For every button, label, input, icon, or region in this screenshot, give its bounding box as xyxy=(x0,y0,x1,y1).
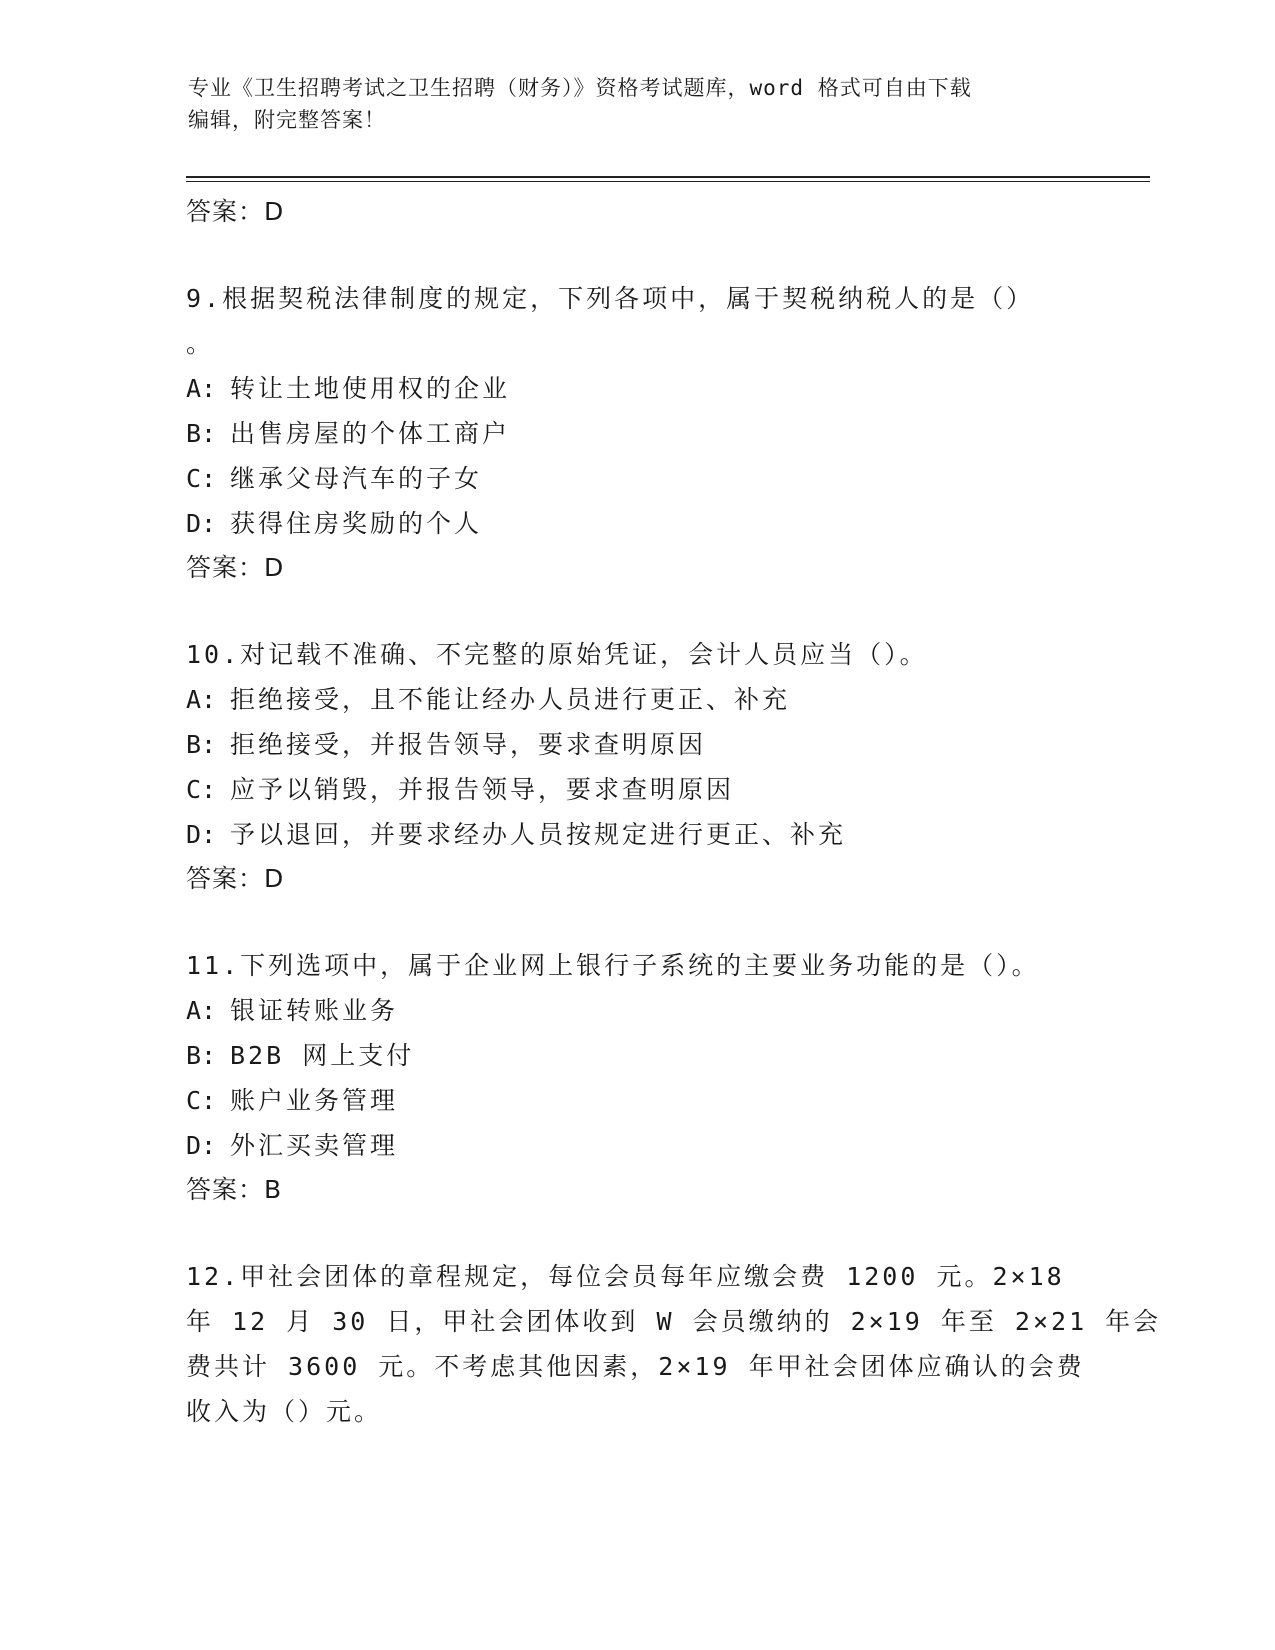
option-key: D: xyxy=(186,820,217,849)
option-text: B2B 网上支付 xyxy=(230,1041,415,1070)
option-c xyxy=(186,767,1086,812)
option-key: D: xyxy=(186,1131,217,1160)
answer-line: 答案：B xyxy=(186,1175,283,1204)
option-b xyxy=(186,722,1086,767)
answer-line: 答案：D xyxy=(186,197,285,226)
spacer xyxy=(186,590,1086,632)
question-stem: 12.甲社会团体的章程规定，每位会员每年应缴会费 1200 元。2×18 xyxy=(186,1262,1065,1291)
option-text: 银证转账业务 xyxy=(230,996,399,1025)
option-text: 获得住房奖励的个人 xyxy=(230,509,483,538)
option-key: A: xyxy=(186,374,217,403)
option-text: 转让土地使用权的企业 xyxy=(230,374,511,403)
option-key: B: xyxy=(186,1041,217,1070)
option-text: 账户业务管理 xyxy=(230,1086,399,1115)
option-a xyxy=(186,677,1086,722)
question-12 xyxy=(186,1254,1162,1434)
spacer xyxy=(186,234,1086,276)
option-key: C: xyxy=(186,775,217,804)
option-d xyxy=(186,501,1086,546)
option-key: B: xyxy=(186,419,217,448)
header-line-2: 编辑，附完整答案！ xyxy=(188,108,386,132)
option-a xyxy=(186,988,1086,1033)
option-text: 出售房屋的个体工商户 xyxy=(230,419,511,448)
option-c xyxy=(186,1078,1086,1123)
question-9 xyxy=(186,276,1086,590)
option-d xyxy=(186,1123,1086,1168)
question-stem: 11.下列选项中，属于企业网上银行子系统的主要业务功能的是（）。 xyxy=(186,951,1040,980)
question-11 xyxy=(186,943,1086,1212)
option-key: B: xyxy=(186,730,217,759)
question-10 xyxy=(186,632,1086,901)
answer-line: 答案：D xyxy=(186,864,285,893)
option-text: 拒绝接受，且不能让经办人员进行更正、补充 xyxy=(230,685,791,714)
option-text: 拒绝接受，并报告领导，要求查明原因 xyxy=(230,730,707,759)
option-d xyxy=(186,812,1086,857)
spacer xyxy=(186,1212,1086,1254)
question-stem-continued: 收入为（）元。 xyxy=(186,1397,383,1426)
option-text: 予以退回，并要求经办人员按规定进行更正、补充 xyxy=(230,820,847,849)
option-b xyxy=(186,1033,1086,1078)
option-b xyxy=(186,411,1086,456)
option-text: 应予以销毁，并报告领导，要求查明原因 xyxy=(230,775,735,804)
option-text: 继承父母汽车的子女 xyxy=(230,464,483,493)
question-stem: 10.对记载不准确、不完整的原始凭证，会计人员应当（）。 xyxy=(186,640,928,669)
option-text: 外汇买卖管理 xyxy=(230,1131,399,1160)
option-key: C: xyxy=(186,464,217,493)
option-key: D: xyxy=(186,509,217,538)
answer-line: 答案：D xyxy=(186,553,285,582)
option-a xyxy=(186,366,1086,411)
question-stem-continued: 费共计 3600 元。不考虑其他因素，2×19 年甲社会团体应确认的会费 xyxy=(186,1352,1085,1381)
question-list xyxy=(186,190,1162,1434)
header-line-1: 专业《卫生招聘考试之卫生招聘（财务）》资格考试题库，word 格式可自由下载 xyxy=(188,76,972,100)
spacer xyxy=(186,901,1086,943)
question-stem: 9.根据契税法律制度的规定，下列各项中，属于契税纳税人的是（） xyxy=(186,284,1035,313)
option-key: A: xyxy=(186,996,217,1025)
question-stem-continued: 年 12 月 30 日，甲社会团体收到 W 会员缴纳的 2×19 年至 2×21 年会 xyxy=(186,1307,1162,1336)
question-stem-continued: 。 xyxy=(186,329,215,358)
option-key: C: xyxy=(186,1086,217,1115)
option-c xyxy=(186,456,1086,501)
option-key: A: xyxy=(186,685,217,714)
document-header xyxy=(188,72,1068,136)
header-divider xyxy=(186,176,1150,182)
